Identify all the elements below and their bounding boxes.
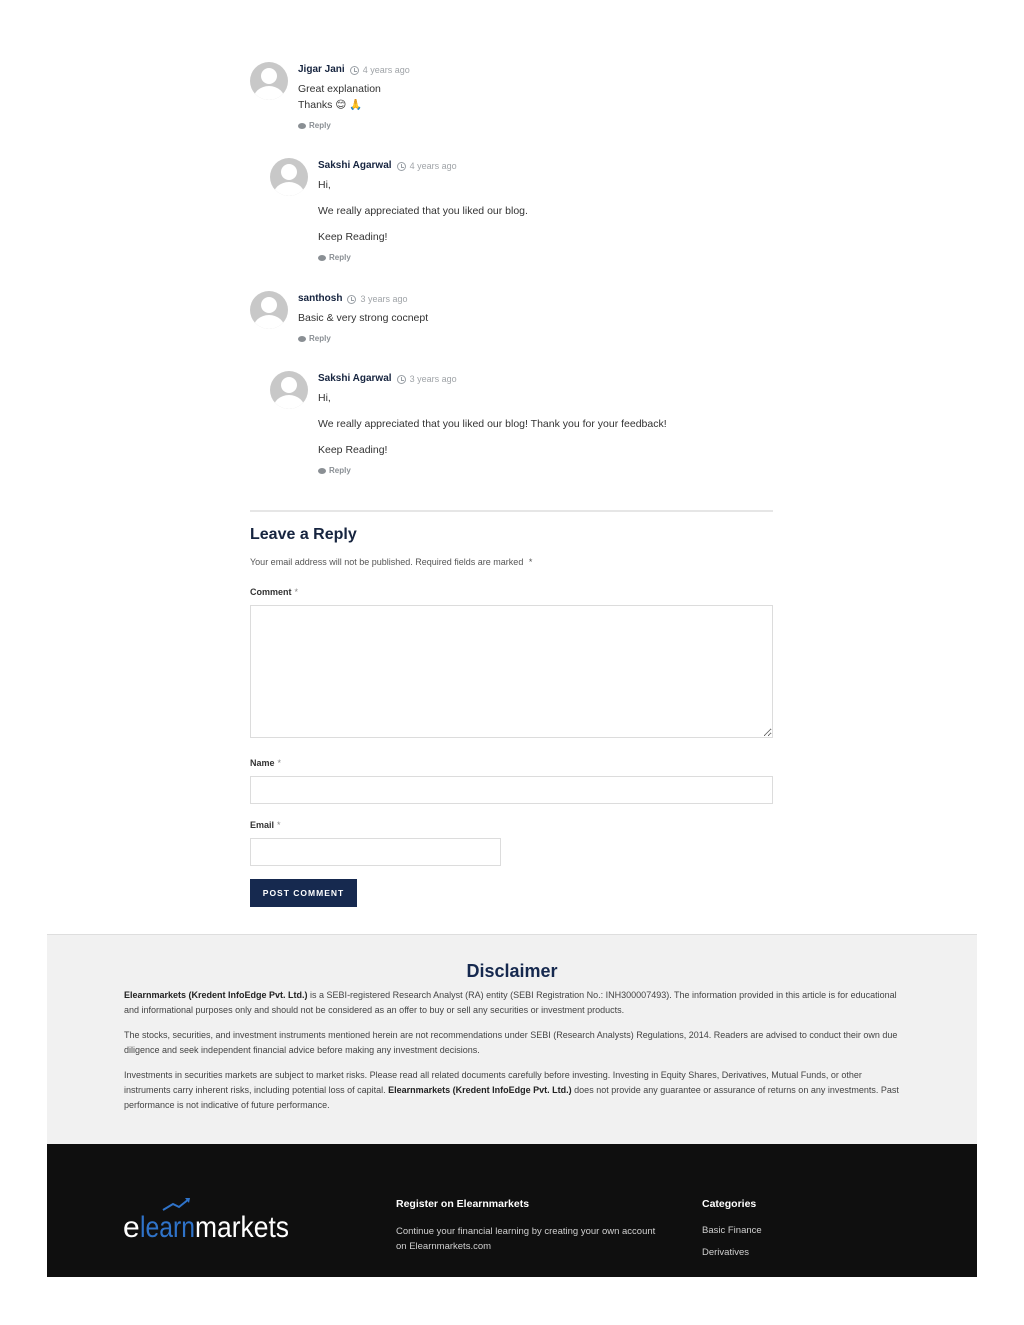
comment-text: Thanks 😊 🙏 bbox=[298, 99, 363, 111]
comment-reply bbox=[318, 159, 768, 262]
speech-bubble-icon bbox=[318, 255, 326, 261]
comment-author[interactable]: Sakshi Agarwal bbox=[318, 373, 392, 384]
speech-bubble-icon bbox=[298, 123, 306, 129]
label-text: Comment bbox=[250, 587, 292, 597]
clock-icon bbox=[350, 66, 359, 75]
reply-label: Reply bbox=[309, 121, 331, 130]
reply-button[interactable] bbox=[318, 253, 768, 262]
comment-text: Keep Reading! bbox=[318, 444, 388, 456]
avatar bbox=[270, 371, 308, 409]
name-input[interactable] bbox=[250, 776, 773, 804]
reply-label: Reply bbox=[309, 334, 331, 343]
reply-button[interactable] bbox=[318, 466, 768, 475]
comment-time[interactable]: 4 years ago bbox=[409, 161, 457, 171]
note-text: Your email address will not be published. Required fields are marked bbox=[250, 557, 524, 567]
label-text: Email bbox=[250, 820, 275, 830]
categories-heading: Categories bbox=[702, 1198, 757, 1210]
elearnmarkets-logo[interactable] bbox=[123, 1196, 293, 1246]
required-mark: * bbox=[277, 758, 282, 768]
reply-form-note bbox=[250, 557, 532, 567]
avatar bbox=[250, 291, 288, 329]
reply-button[interactable] bbox=[298, 121, 768, 130]
comment-label bbox=[250, 587, 298, 597]
disclaimer-paragraph bbox=[124, 1068, 904, 1113]
company-name: Elearnmarkets (Kredent InfoEdge Pvt. Ltd.) bbox=[124, 990, 308, 1000]
speech-bubble-icon bbox=[298, 336, 306, 342]
paragraph-text: Investments in securities markets are subject to market risks. Please read all related documents carefully before investing. Investing in Equity Shares, Derivatives, Mutual Funds, or other instruments carry inherent risks, including potential loss of capital. bbox=[124, 1070, 862, 1095]
comment-text: Keep Reading! bbox=[318, 231, 388, 243]
disclaimer-section bbox=[47, 934, 977, 1144]
paragraph-text: does not provide any guarantee or assurance of returns on any investments. Past performance is not indicative of future performance. bbox=[124, 1085, 899, 1110]
logo-markets: markets bbox=[195, 1211, 289, 1244]
reply-form-title: Leave a Reply bbox=[250, 526, 357, 543]
comment-reply bbox=[318, 372, 768, 475]
comment-text: Basic & very strong cocnept bbox=[298, 312, 429, 324]
post-comment-button[interactable]: POST COMMENT bbox=[250, 879, 357, 907]
comment bbox=[298, 292, 768, 343]
disclaimer-paragraph: The stocks, securities, and investment instruments mentioned herein are not recommendations under SEBI (Research Analysts) Regulations, 2014. Readers are advised to conduct their own due diligence and seek independent financial advice before making any investment decisions. bbox=[124, 1030, 898, 1055]
comment-time[interactable]: 4 years ago bbox=[362, 65, 410, 75]
clock-icon bbox=[347, 295, 356, 304]
comment-text: Great explanation bbox=[298, 83, 381, 95]
email-label bbox=[250, 820, 281, 830]
comment-time[interactable]: 3 years ago bbox=[409, 374, 457, 384]
comment-text: Hi, bbox=[318, 179, 331, 191]
category-link-basic-finance[interactable]: Basic Finance bbox=[702, 1225, 762, 1236]
comment-author[interactable]: santhosh bbox=[298, 293, 343, 304]
email-input[interactable] bbox=[250, 838, 501, 866]
logo-learn: learn bbox=[140, 1211, 195, 1244]
register-heading: Register on Elearnmarkets bbox=[396, 1198, 530, 1210]
comment-author[interactable]: Jigar Jani bbox=[298, 64, 345, 75]
required-mark: * bbox=[277, 820, 281, 830]
category-link-derivatives[interactable]: Derivatives bbox=[702, 1247, 749, 1258]
comment-time[interactable]: 3 years ago bbox=[360, 294, 408, 304]
reply-label: Reply bbox=[329, 253, 351, 262]
reply-button[interactable] bbox=[298, 334, 768, 343]
required-mark: * bbox=[294, 587, 299, 597]
comment-text: We really appreciated that you liked our blog! Thank you for your feedback! bbox=[318, 418, 667, 430]
clock-icon bbox=[397, 162, 406, 171]
comment-text: Hi, bbox=[318, 392, 331, 404]
comment-text: We really appreciated that you liked our blog. bbox=[318, 205, 528, 217]
avatar bbox=[270, 158, 308, 196]
required-mark: * bbox=[528, 557, 533, 567]
avatar bbox=[250, 62, 288, 100]
section-divider bbox=[250, 510, 773, 512]
clock-icon bbox=[397, 375, 406, 384]
logo-letter: e bbox=[123, 1211, 140, 1244]
name-label bbox=[250, 758, 281, 768]
paragraph-text: is a SEBI-registered Research Analyst (RA) entity (SEBI Registration No.: INH300007493). The information provided in this article is for educational and informational purposes only and should not be considered as an offer to buy or sell any securities or investment products. bbox=[124, 990, 897, 1015]
disclaimer-paragraph bbox=[124, 988, 904, 1018]
reply-label: Reply bbox=[329, 466, 351, 475]
speech-bubble-icon bbox=[318, 468, 326, 474]
disclaimer-title: Disclaimer bbox=[466, 961, 558, 981]
label-text: Name bbox=[250, 758, 275, 768]
comment bbox=[298, 63, 768, 130]
company-name: Elearnmarkets (Kredent InfoEdge Pvt. Ltd.) bbox=[388, 1085, 572, 1095]
comment-textarea[interactable] bbox=[250, 605, 773, 738]
comment-author[interactable]: Sakshi Agarwal bbox=[318, 160, 392, 171]
register-text: Continue your financial learning by creating your own account on Elearnmarkets.com bbox=[396, 1226, 656, 1252]
site-footer bbox=[47, 1144, 977, 1277]
